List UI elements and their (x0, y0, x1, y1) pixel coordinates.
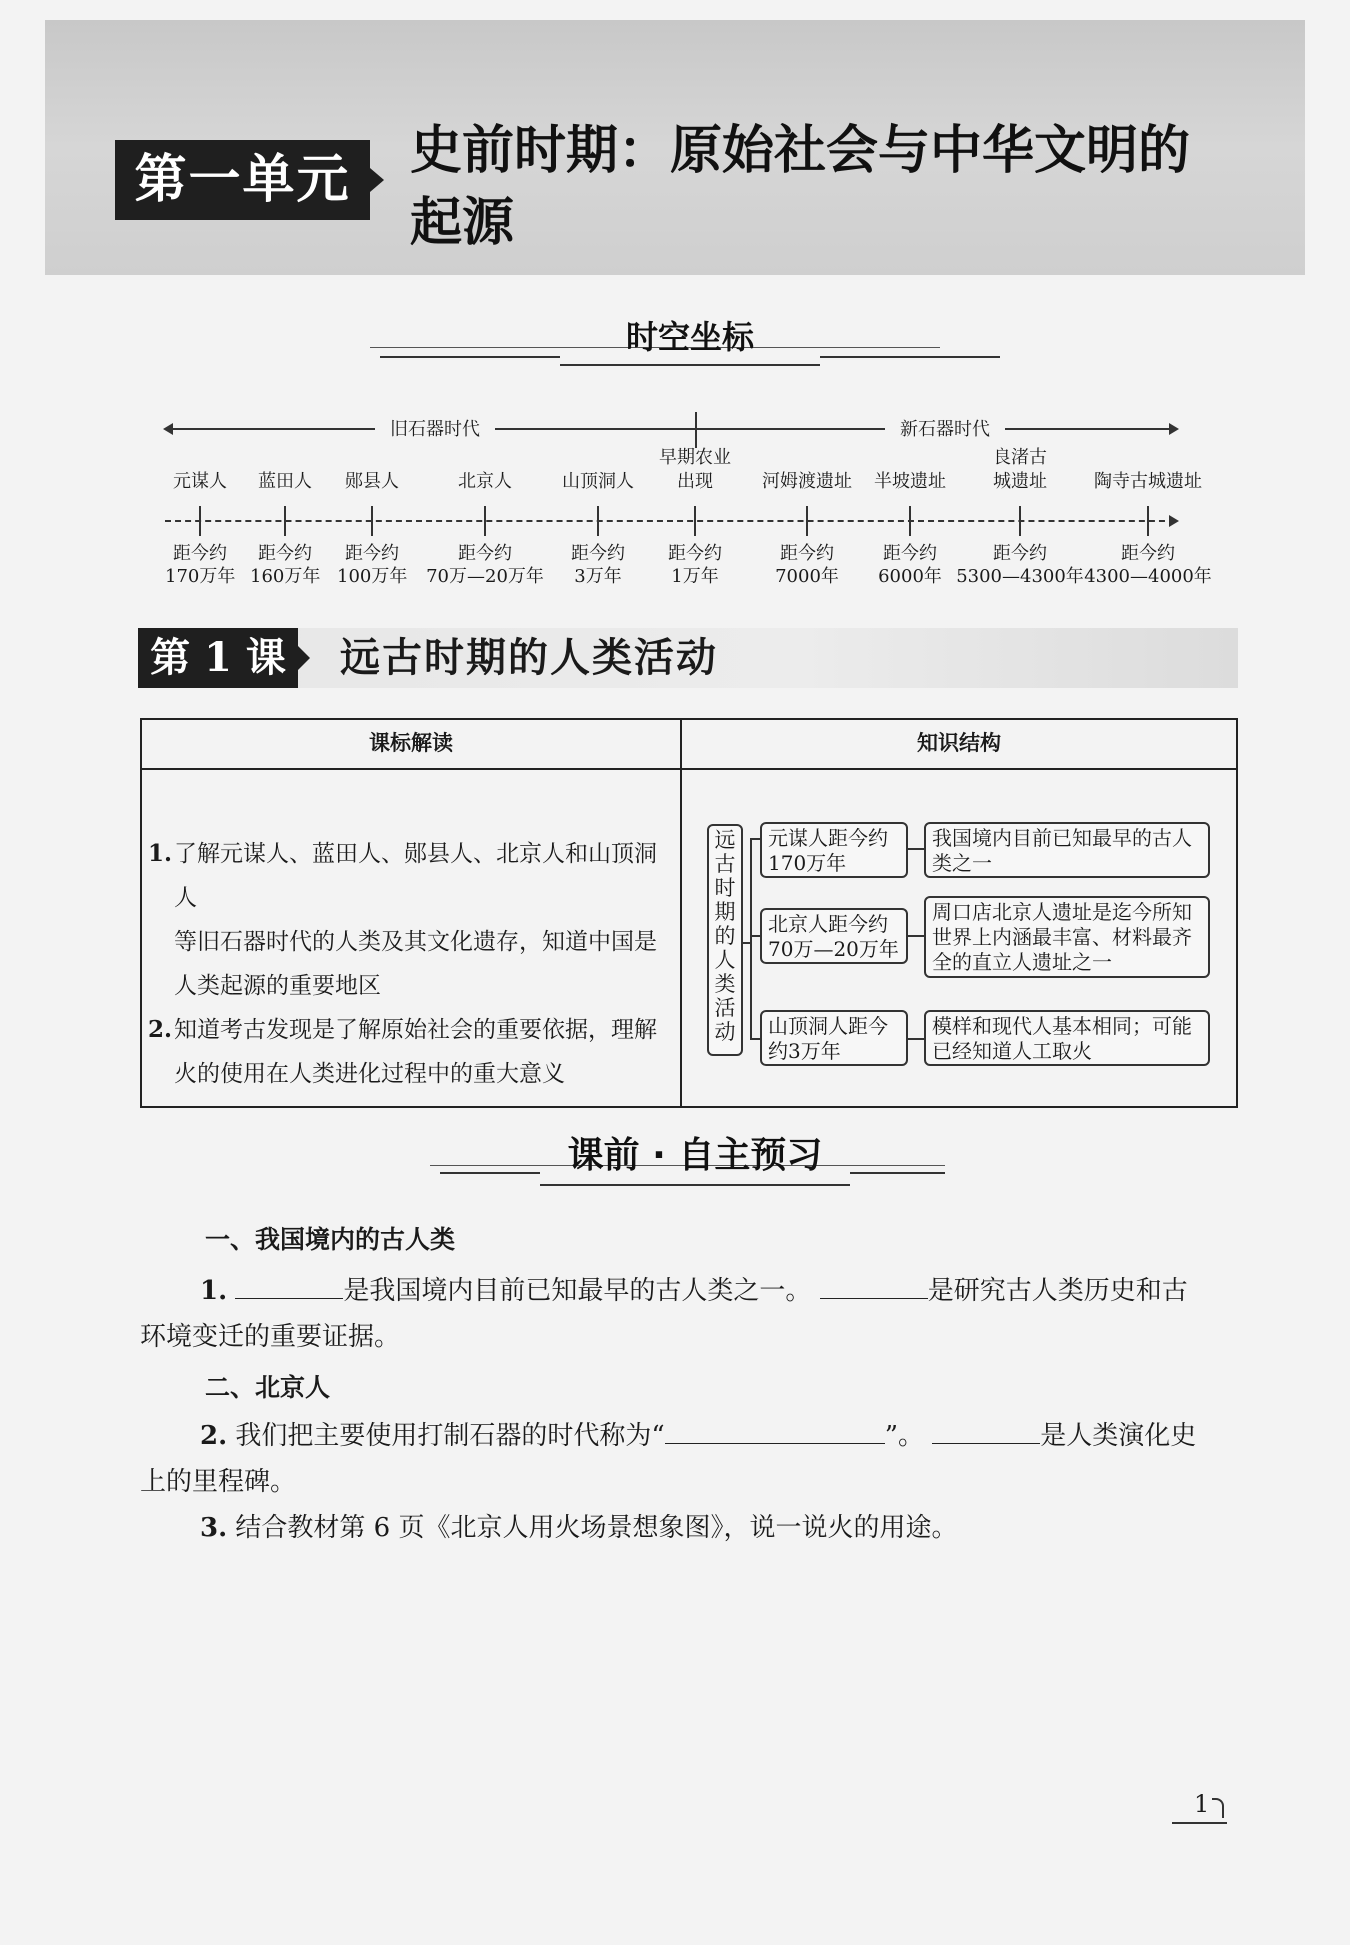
answer-blank[interactable] (235, 1272, 343, 1299)
timeline-axis-arrow (1169, 515, 1179, 527)
unit-title (410, 115, 1240, 259)
answer-blank[interactable] (932, 1417, 1040, 1444)
event-date-line1: 距今约 (668, 543, 722, 564)
event-tick (694, 506, 696, 536)
era-divider (695, 412, 697, 448)
event-date-line1: 距今约 (173, 543, 227, 564)
event-name: 出现 (677, 471, 713, 492)
event-date-line2: 1万年 (671, 566, 719, 587)
connector (750, 838, 760, 840)
goal-line: 了解元谋人、蓝田人、郧县人、北京人和山顶洞人 (174, 841, 657, 911)
event-date-line2: 5300—4300年 (956, 566, 1084, 587)
goal-item (148, 1008, 676, 1096)
page-number: 1 (1194, 1790, 1210, 1818)
question-text: 我们把主要使用打制石器的时代称为“ (235, 1421, 665, 1451)
section-beijing-man: 二、北京人 (205, 1373, 331, 1402)
event-name: 城遗址 (993, 471, 1047, 492)
timeline-heading: 时空坐标 (560, 310, 820, 366)
question-text: 是人类演化史 (1040, 1421, 1197, 1451)
event-date-line1: 距今约 (258, 543, 312, 564)
lesson-label-arrow (298, 646, 310, 670)
event-tick (597, 506, 599, 536)
table-header-rule (142, 768, 1236, 770)
event-date-line1: 距今约 (780, 543, 834, 564)
structure-node-left: 北京人距今约70万—20万年 (760, 908, 908, 964)
goal-line: 火的使用在人类进化过程中的重大意义 (174, 1061, 565, 1087)
event-tick (806, 506, 808, 536)
question-number: 3. (200, 1513, 228, 1543)
lesson-title: 远古时期的人类活动 (340, 635, 718, 681)
event-date-line1: 距今约 (1121, 543, 1175, 564)
event-name-line1: 早期农业 (659, 447, 731, 468)
event-date-line1: 距今约 (571, 543, 625, 564)
event-date-line2: 70万—20万年 (426, 566, 544, 587)
event-name: 河姆渡遗址 (762, 471, 852, 492)
goal-line: 等旧石器时代的人类及其文化遗存，知道中国是 (174, 929, 657, 955)
table-header-structure: 知识结构 (917, 731, 1001, 755)
goal-line: 人类起源的重要地区 (174, 973, 381, 999)
structure-node-right: 周口店北京人遗址是迄今所知世界上内涵最丰富、材料最齐全的直立人遗址之一 (924, 896, 1210, 978)
question-text: 环境变迁的重要证据。 (140, 1322, 401, 1352)
goal-number: 1. (148, 840, 173, 867)
event-name: 郧县人 (345, 471, 399, 492)
connector (750, 935, 760, 937)
event-date-line2: 100万年 (337, 566, 408, 587)
question-text: 结合教材第 6 页《北京人用火场景想象图》，说一说火的用途。 (235, 1513, 958, 1543)
preview-heading-rule-right (850, 1172, 945, 1174)
page-number-mark (1172, 1788, 1227, 1824)
unit-label-arrow (370, 168, 384, 192)
connector (750, 1038, 760, 1040)
era-axis-right-arrow (1169, 423, 1179, 435)
connector (908, 848, 924, 850)
event-date-line2: 7000年 (775, 566, 839, 587)
connector (908, 1038, 924, 1040)
structure-root-label: 远古时期的人类活动 (714, 828, 736, 1044)
event-date-line2: 4300—4000年 (1084, 566, 1212, 587)
page-number-ornament (1212, 1798, 1224, 1818)
era-new-label: 新石器时代 (885, 418, 1005, 442)
event-date-line2: 3万年 (574, 566, 622, 587)
goal-number: 2. (148, 1016, 173, 1043)
era-old-label: 旧石器时代 (375, 418, 495, 442)
event-tick (199, 506, 201, 536)
unit-title-line1: 史前时期：原始社会与中华文明的 (410, 120, 1191, 181)
answer-blank[interactable] (820, 1272, 928, 1299)
question-2 (140, 1413, 1240, 1505)
event-name: 陶寺古城遗址 (1094, 471, 1202, 492)
structure-node-right: 模样和现代人基本相同；可能已经知道人工取火 (924, 1010, 1210, 1066)
answer-blank[interactable] (665, 1417, 885, 1444)
table-column-rule (680, 720, 682, 1106)
connector (908, 935, 924, 937)
question-3 (200, 1505, 1240, 1551)
event-date-line1: 距今约 (993, 543, 1047, 564)
event-date-line2: 6000年 (878, 566, 942, 587)
structure-bracket (750, 838, 752, 1038)
question-text: 上的里程碑。 (140, 1467, 297, 1497)
structure-node-left: 元谋人距今约170万年 (760, 822, 908, 878)
event-tick (484, 506, 486, 536)
unit-title-line2: 起源 (410, 192, 515, 253)
table-header-standards: 课标解读 (369, 731, 453, 755)
event-name: 元谋人 (173, 471, 227, 492)
event-tick (1019, 506, 1021, 536)
question-text: 是研究古人类历史和古 (927, 1276, 1188, 1306)
timeline-axis (165, 520, 1175, 522)
event-date-line1: 距今约 (883, 543, 937, 564)
event-name-line1: 良渚古 (993, 447, 1047, 468)
goal-item (148, 832, 676, 1008)
structure-node-right: 我国境内目前已知最早的古人类之一 (924, 822, 1210, 878)
event-name: 山顶洞人 (562, 471, 634, 492)
question-1 (140, 1268, 1240, 1360)
event-date-line2: 170万年 (165, 566, 236, 587)
event-tick (284, 506, 286, 536)
unit-label: 第一单元 (115, 140, 370, 220)
question-number: 1. (200, 1276, 228, 1306)
event-date-line2: 160万年 (250, 566, 321, 587)
overview-table (140, 718, 1238, 1108)
structure-node-left: 山顶洞人距今约3万年 (760, 1010, 908, 1066)
event-tick (1147, 506, 1149, 536)
event-tick (909, 506, 911, 536)
goal-line: 知道考古发现是了解原始社会的重要依据，理解 (174, 1017, 657, 1043)
event-name: 蓝田人 (258, 471, 312, 492)
event-tick (371, 506, 373, 536)
question-text: ”。 (884, 1421, 925, 1451)
timeline-heading-rule-left (380, 356, 560, 358)
question-text: 是我国境内目前已知最早的古人类之一。 (343, 1276, 812, 1306)
era-axis-left-arrow (163, 423, 173, 435)
question-number: 2. (200, 1421, 228, 1451)
goal-list (148, 832, 676, 1096)
event-date-line1: 距今约 (458, 543, 512, 564)
timeline-heading-rule-right (820, 356, 1000, 358)
section-ancient-humans: 一、我国境内的古人类 (205, 1225, 456, 1254)
event-name: 北京人 (458, 471, 512, 492)
event-name: 半坡遗址 (874, 471, 946, 492)
lesson-label: 第 1 课 (138, 628, 298, 688)
preview-heading: 课前 · 自主预习 (540, 1128, 850, 1186)
structure-root (707, 824, 743, 1056)
era-axis (165, 428, 1175, 430)
preview-heading-rule-left (440, 1172, 540, 1174)
event-date-line1: 距今约 (345, 543, 399, 564)
